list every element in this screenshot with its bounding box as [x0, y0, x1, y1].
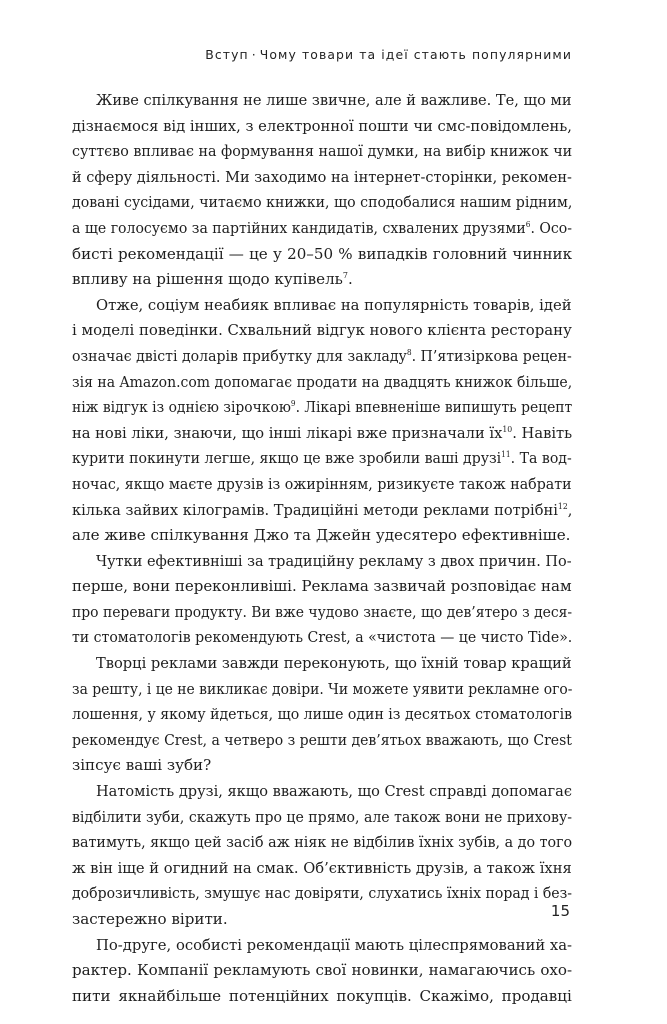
text-line	[72, 830, 572, 856]
text-line	[72, 702, 572, 728]
text-line	[72, 958, 572, 984]
page-number: 15	[550, 902, 570, 920]
text-line	[72, 779, 572, 805]
text-line	[72, 907, 572, 933]
line-text: відбілити зуби, скажуть про це прямо, але також вони не прихову-	[72, 807, 572, 826]
line-text: курити покинути легше, якщо це вже зробили ваші друзі	[72, 449, 502, 468]
line-text: ночас, якщо маєте друзів із ожирінням, ризикуєте також набрати	[72, 474, 572, 493]
paragraph	[72, 933, 572, 1010]
line-text: ніж відгук із однією зірочкою	[72, 398, 291, 417]
line-text: а ще голосуємо за партійних кандидатів, схвалених друзями	[72, 218, 526, 237]
footnote-marker: 9	[290, 399, 296, 409]
line-text: про переваги продукту. Ви вже чудово знаєте, що дев’ятеро з деся-	[72, 602, 573, 621]
paragraph	[72, 88, 572, 293]
text-line	[72, 395, 572, 421]
body-text	[72, 88, 572, 1009]
text-line	[72, 472, 572, 498]
text-line	[72, 933, 572, 959]
text-line	[72, 523, 572, 549]
text-line	[72, 190, 572, 216]
line-text: зіпсує ваші зуби?	[72, 756, 212, 775]
paragraph	[72, 779, 572, 933]
text-line	[72, 753, 572, 779]
line-text: ти стоматологів рекомендують Crest, а «чистота — це чисто Tide».	[72, 628, 573, 647]
text-line	[72, 600, 572, 626]
line-text-after-footnote: . П’ятизіркова рецен-	[411, 346, 572, 365]
line-text: Творці реклами завжди переконують, що їхній товар кращий	[96, 654, 572, 673]
line-text: впливу на рішення щодо купівель	[72, 270, 343, 289]
line-text: за решту, і це не викликає довіри. Чи можете уявити рекламне ого-	[72, 679, 573, 698]
text-line	[72, 677, 572, 703]
line-text-after-footnote: .	[347, 270, 353, 289]
text-line	[72, 574, 572, 600]
text-line	[72, 370, 572, 396]
footnote-marker: 8	[406, 347, 412, 357]
text-line	[72, 421, 572, 447]
text-line	[72, 549, 572, 575]
text-line	[72, 114, 572, 140]
footnote-marker: 12	[557, 501, 568, 511]
footnote-marker: 10	[502, 424, 513, 434]
text-line	[72, 88, 572, 114]
text-line	[72, 344, 572, 370]
text-line	[72, 498, 572, 524]
text-line	[72, 984, 572, 1010]
text-line	[72, 216, 572, 242]
line-text: довані сусідами, читаємо книжки, що сподобалися нашим рідним,	[72, 193, 573, 212]
footnote-marker: 7	[342, 271, 348, 281]
line-text: доброзичливість, змушує нас довіряти, слухатись їхніх порад і без-	[72, 884, 573, 903]
paragraph	[72, 549, 572, 651]
line-text: означає двісті доларів прибутку для закладу	[72, 346, 407, 365]
text-line	[72, 805, 572, 831]
line-text: рекомендує Crest, а четверо з решти дев’ятьох вважають, що Crest	[72, 730, 572, 749]
line-text: дізнаємося від інших, з електронної пошти чи смс-повідомлень,	[72, 116, 572, 135]
text-line	[72, 651, 572, 677]
running-head-separator: ·	[251, 47, 257, 62]
line-text: рактер. Компанії рекламують свої новинки, намагаючись охо-	[72, 961, 573, 980]
line-text: і моделі поведінки. Схвальний відгук нового клієнта ресторану	[72, 321, 572, 340]
line-text-after-footnote: . Та вод-	[510, 449, 572, 468]
line-text: перше, вони переконливіші. Реклама зазвичай розповідає нам	[72, 577, 572, 596]
text-line	[72, 139, 572, 165]
line-text: кілька зайвих кілограмів. Традиційні методи реклами потрібні	[72, 500, 558, 519]
paragraph	[72, 293, 572, 549]
text-line	[72, 728, 572, 754]
line-text: ватимуть, якщо цей засіб аж ніяк не відбілив їхніх зубів, а до того	[72, 833, 573, 852]
line-text-after-footnote: . Навіть	[512, 423, 573, 442]
text-line	[72, 267, 572, 293]
line-text: Живе спілкування не лише звичне, але й важливе. Те, що ми	[96, 91, 572, 109]
line-text: лошення, у якому йдеться, що лише один із десятьох стоматологів	[72, 705, 573, 724]
line-text: По-друге, особисті рекомендації мають цілеспрямований ха-	[96, 935, 573, 954]
line-text: застережно вірити.	[72, 910, 228, 928]
line-text: суттєво впливає на формування нашої думки, на вибір книжок чи	[72, 142, 573, 161]
line-text: Натомість друзі, якщо вважають, що Crest справді допомагає	[96, 782, 572, 801]
line-text: ж він іще й огидний на смак. Об’єктивність друзів, а також їхня	[72, 858, 572, 877]
line-text: Отже, соціум неабияк впливає на популярність товарів, ідей	[96, 295, 572, 314]
line-text-after-footnote: . Лікарі впевненіше випишуть рецепт	[295, 398, 573, 417]
text-line	[72, 293, 572, 319]
text-line	[72, 446, 572, 472]
line-text-after-footnote: ,	[567, 500, 573, 519]
footnote-marker: 11	[501, 450, 511, 460]
running-head-section: Вступ	[205, 47, 249, 62]
line-text: зія на Amazon.com допомагає продати на двадцять книжок більше,	[72, 372, 573, 391]
line-text: але живе спілкування Джо та Джейн удесятеро ефективніше.	[72, 526, 571, 545]
line-text: пити якнайбільше потенційних покупців. Скажімо, продавці	[72, 986, 572, 1005]
text-line	[72, 242, 572, 268]
running-head-chapter-title: Чому товари та ідеї стають популярними	[259, 47, 572, 62]
text-line	[72, 856, 572, 882]
running-head	[205, 47, 572, 62]
text-line	[72, 881, 572, 907]
line-text: Чутки ефективніші за традиційну рекламу з двох причин. По-	[96, 551, 572, 570]
text-line	[72, 318, 572, 344]
paragraph	[72, 651, 572, 779]
line-text: на нові ліки, знаючи, що інші лікарі вже призначали їх	[72, 423, 503, 442]
footnote-marker: 6	[525, 219, 531, 229]
line-text: й сферу діяльності. Ми заходимо на інтернет-сторінки, рекомен-	[72, 167, 572, 186]
text-line	[72, 165, 572, 191]
line-text-after-footnote: . Осо-	[530, 218, 572, 237]
line-text: бисті рекомендації — це у 20–50 % випадків головний чинник	[72, 244, 573, 263]
text-line	[72, 625, 572, 651]
